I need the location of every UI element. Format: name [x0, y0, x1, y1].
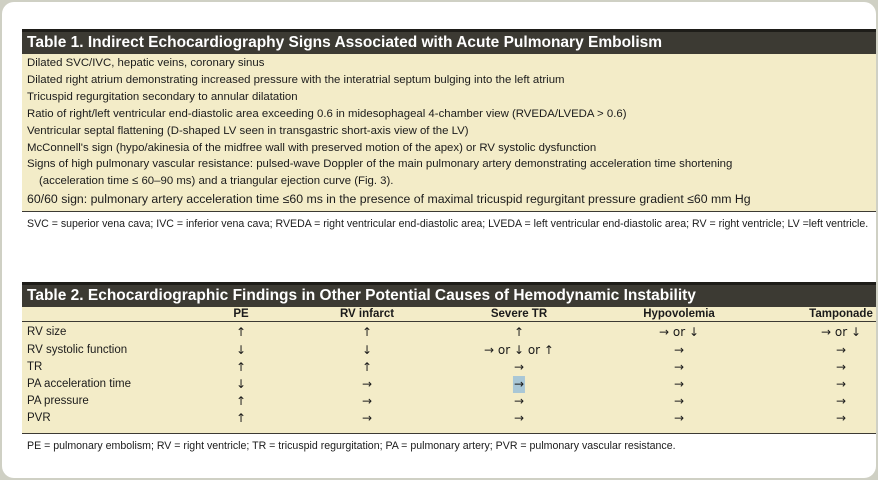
row-label: PA pressure — [27, 395, 89, 407]
cell-hypovolemia: → — [673, 377, 685, 391]
cell-pe: ↑ — [235, 360, 247, 374]
table-1-row: Dilated right atrium demonstrating increased pressure with the interatrial septum bulging into the left atrium — [27, 73, 565, 86]
table-2-footnote: PE = pulmonary embolism; RV = right ventricle; TR = tricuspid regurgitation; PA = pulmonary artery; PVR = pulmonary vascular resistance. — [27, 440, 676, 452]
cell-rv-infarct: ↓ — [361, 343, 373, 357]
table-1-title: Table 1. Indirect Echocardiography Signs Associated with Acute Pulmonary Embolism — [22, 29, 876, 54]
row-label: TR — [27, 361, 43, 373]
cell-hypovolemia: → — [673, 343, 685, 357]
table-2 — [22, 282, 876, 453]
column-header-rv-infarct: RV infarct — [339, 308, 395, 320]
document-card — [2, 2, 876, 478]
cell-pe: ↓ — [235, 343, 247, 357]
table-row — [22, 393, 876, 410]
table-1 — [22, 29, 876, 232]
cell-severe-tr: ↑ — [513, 325, 525, 339]
cell-hypovolemia: → — [673, 360, 685, 374]
cell-tamponade: → — [835, 394, 847, 408]
row-label: RV size — [27, 326, 67, 338]
cell-severe-tr: → or ↓ or ↑ — [484, 343, 554, 357]
cell-pe: ↑ — [235, 394, 247, 408]
table-2-header-row — [22, 307, 876, 321]
table-1-row: Ratio of right/left ventricular end-diastolic area exceeding 0.6 in midesophageal 4-chamber view (RVEDA/LVEDA > 0.6) — [27, 107, 627, 120]
cell-tamponade: → or ↓ — [820, 325, 862, 339]
table-row — [22, 342, 876, 359]
column-header-tamponade: Tamponade — [809, 308, 873, 320]
table-1-row: Ventricular septal flattening (D-shaped LV seen in transgastric short-axis view of the LV) — [27, 124, 469, 137]
table-2-body — [22, 307, 876, 434]
table-1-row: 60/60 sign: pulmonary artery acceleration time ≤60 ms in the presence of maximal tricuspid regurgitant pressure gradient ≤60 mm Hg — [27, 192, 751, 207]
column-header-pe: PE — [233, 308, 249, 320]
cell-severe-tr: → — [513, 411, 525, 425]
table-1-row: McConnell's sign (hypo/akinesia of the midfree wall with preserved motion of the apex) or RV systolic dysfunction — [27, 141, 597, 154]
table-1-row: Tricuspid regurgitation secondary to annular dilatation — [27, 90, 298, 103]
row-label: PVR — [27, 412, 51, 424]
row-label: PA acceleration time — [27, 378, 131, 390]
table-2-title: Table 2. Echocardiographic Findings in Other Potential Causes of Hemodynamic Instability — [22, 282, 876, 307]
cell-rv-infarct: ↑ — [361, 360, 373, 374]
cell-rv-infarct: → — [361, 377, 373, 391]
cell-hypovolemia: → — [673, 394, 685, 408]
header-divider — [22, 321, 876, 322]
cell-hypovolemia: → — [673, 411, 685, 425]
table-1-row-continued: (acceleration time ≤ 60–90 ms) and a triangular ejection curve (Fig. 3). — [39, 175, 394, 188]
cell-severe-tr: → — [513, 360, 525, 374]
table-1-body — [22, 54, 876, 212]
cell-tamponade: → — [835, 360, 847, 374]
cell-severe-tr-highlighted: → — [513, 377, 525, 391]
table-1-row: Signs of high pulmonary vascular resistance: pulsed-wave Doppler of the main pulmonary artery demonstrating acceleration time shortening — [27, 158, 733, 171]
table-row — [22, 410, 876, 427]
cell-hypovolemia: → or ↓ — [658, 325, 700, 339]
column-header-hypovolemia: Hypovolemia — [643, 308, 715, 320]
table-row — [22, 324, 876, 341]
cell-severe-tr: → — [513, 394, 525, 408]
table-1-row: Dilated SVC/IVC, hepatic veins, coronary sinus — [27, 57, 265, 69]
table-1-footnote: SVC = superior vena cava; IVC = inferior vena cava; RVEDA = right ventricular end-diastolic area; LVEDA = left ventricular end-diastolic area; RV = right ventricle; LV =left ventricle. — [27, 218, 869, 231]
cell-rv-infarct: → — [361, 411, 373, 425]
column-header-severe-tr: Severe TR — [490, 308, 548, 320]
cell-tamponade: → — [835, 377, 847, 391]
cell-rv-infarct: ↑ — [361, 325, 373, 339]
cell-rv-infarct: → — [361, 394, 373, 408]
row-label: RV systolic function — [27, 344, 128, 356]
cell-tamponade: → — [835, 411, 847, 425]
cell-tamponade: → — [835, 343, 847, 357]
cell-pe: ↑ — [235, 411, 247, 425]
table-row — [22, 376, 876, 393]
cell-pe: ↓ — [235, 377, 247, 391]
table-row — [22, 359, 876, 376]
cell-pe: ↑ — [235, 325, 247, 339]
